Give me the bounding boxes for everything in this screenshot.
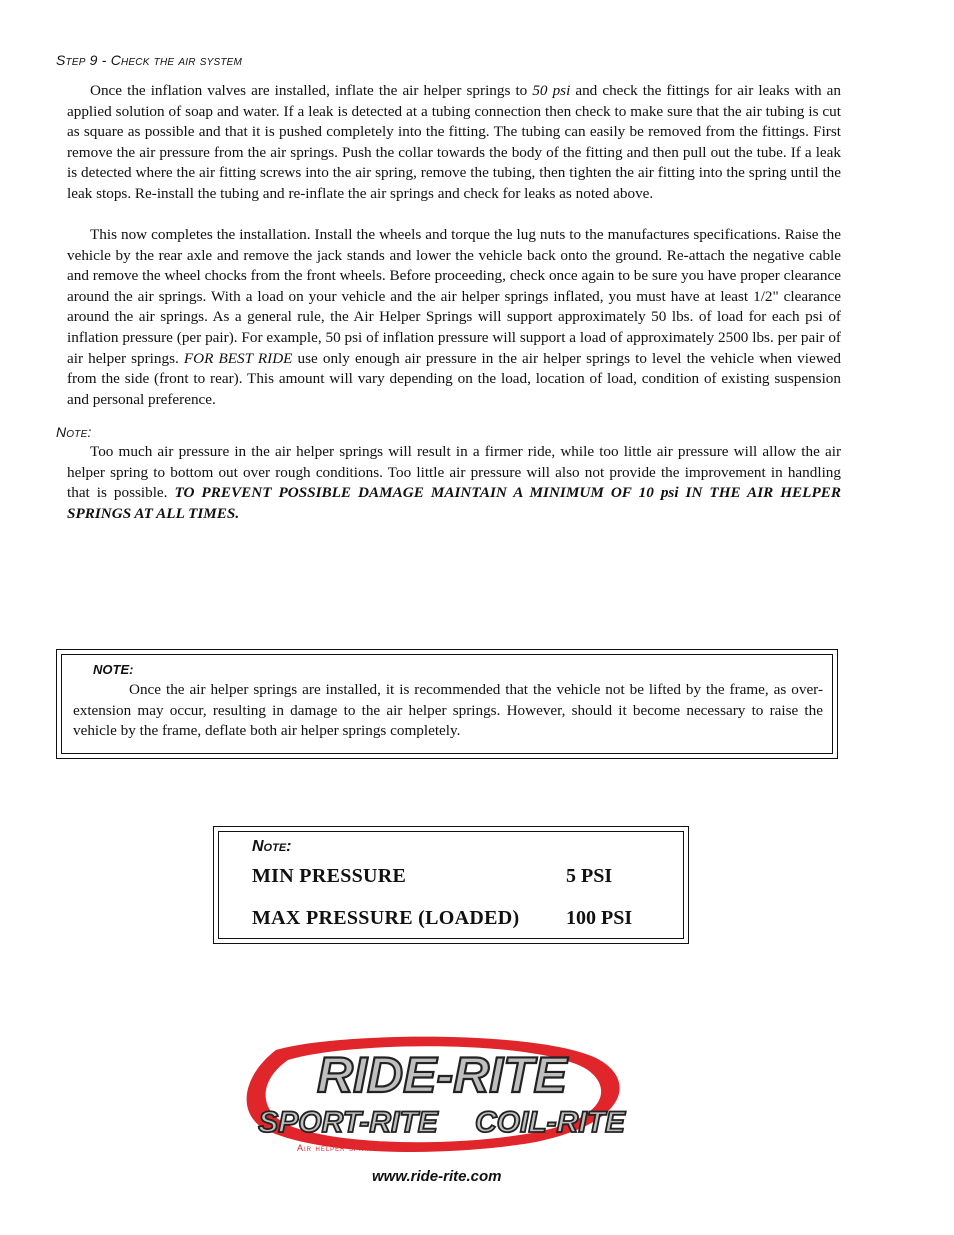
brand-main-text: RIDE-RITE xyxy=(317,1047,567,1103)
brand-left-text: SPORT-RITE xyxy=(258,1106,438,1139)
p1-text-b: and check the fittings for air leaks with an applied solution of soap and water. If a leak is detected at a tubing connection then check to make sure that the air tubing is cut as square as possible and that it is pushed completely into the fitting. The tubing can easily be removed from the fittings. First remove the air pressure from the air springs. Push the collar towards the body of the fitting and then pull out the tube. If a leak is detected where the air fitting screws into the air spring, remove the tubing, then tighten the air fitting into the spring until the leak stops. Re-install the tubing and re-inflate the air springs and check for leaks as noted above. xyxy=(67,82,841,202)
lifting-note-body: Once the air helper springs are installed, it is recommended that the vehicle not be lifted by the frame, as over-extension may occur, resulting in damage to the air helper springs. However, should it become necessary to raise the vehicle by the frame, deflate both air helper springs completely. xyxy=(73,681,823,740)
pressure-box xyxy=(213,826,689,944)
brand-tagline: Air helper springs xyxy=(296,1143,384,1153)
max-pressure-label: MAX PRESSURE (LOADED) xyxy=(252,907,520,929)
p1-emphasis: 50 psi xyxy=(532,82,571,99)
note-paragraph xyxy=(67,442,841,524)
p2-text-b: use only enough air pressure in the air helper springs to level the vehicle when viewed from the side (front to rear). This amount will vary depending on the load, location of load, condition of existing suspension and personal preference. xyxy=(67,349,841,408)
p2-emphasis: FOR BEST RIDE xyxy=(183,349,293,367)
note-heading: Note: xyxy=(56,424,92,440)
lifting-note-box xyxy=(56,649,838,759)
max-pressure-value: 100 PSI xyxy=(566,907,633,929)
note-text: Too much air pressure in the air helper springs will result in a firmer ride, while too little air pressure will allow the air helper spring to bottom out over rough conditions. Too little air pressure will also not provide the improvement in handling that is possible. xyxy=(67,443,841,502)
p2-text-a: This now completes the installation. Install the wheels and torque the lug nuts to the manufactures specifications. Raise the vehicle by the rear axle and remove the jack stands and lower the vehicle back onto the ground. Re-attach the negative cable and remove the wheel chocks from the front wheels. Before proceeding, check once again to be sure you have proper clearance around the air springs. With a load on your vehicle and the air helper springs inflated, you must have at least 1/2" clearance around the air springs. As a general rule, the Air Helper Springs will support approximately 50 lbs. of load for each psi of inflation pressure (per pair). For example, 50 psi of inflation pressure will support a load of approximately 2500 lbs. per pair of air helper springs. xyxy=(67,226,841,367)
min-pressure-label: MIN PRESSURE xyxy=(252,865,407,887)
step9-heading: Step 9 - Check the air system xyxy=(56,52,243,68)
ride-rite-logo xyxy=(236,1030,656,1160)
website-url: www.ride-rite.com xyxy=(372,1168,502,1185)
note-warning: TO PREVENT POSSIBLE DAMAGE MAINTAIN A MINIMUM OF 10 psi IN THE AIR HELPER SPRINGS AT ALL TIMES. xyxy=(67,484,841,522)
lifting-note-label: NOTE: xyxy=(93,662,134,677)
min-pressure-value: 5 PSI xyxy=(566,865,613,887)
p1-text-a: Once the inflation valves are installed, inflate the air helper springs to xyxy=(90,82,533,99)
step9-paragraph-1 xyxy=(67,81,841,205)
lifting-note-text xyxy=(73,680,823,742)
step9-paragraph-2 xyxy=(67,225,841,410)
brand-right-text: COIL-RITE xyxy=(475,1106,625,1139)
pressure-note-label: Note: xyxy=(252,838,292,855)
